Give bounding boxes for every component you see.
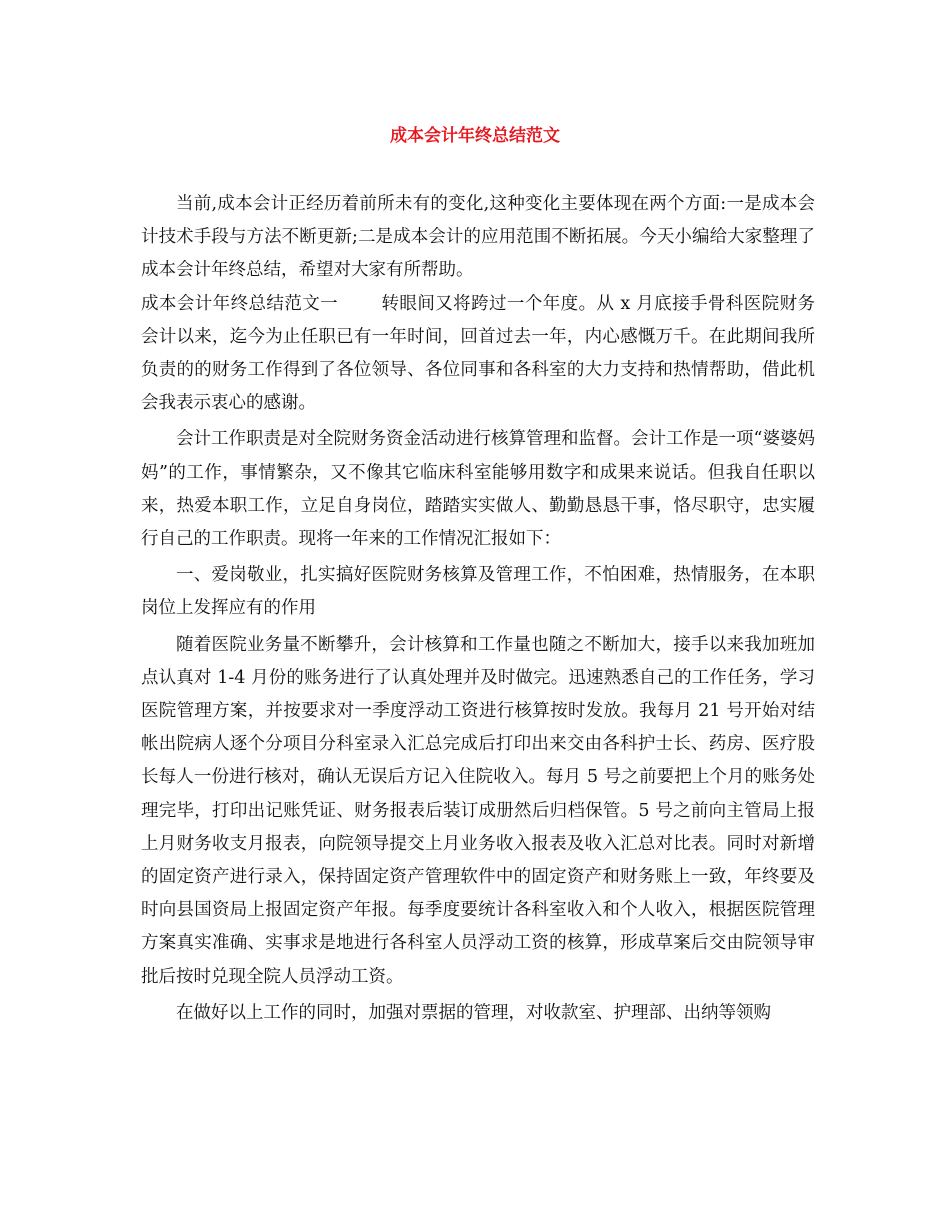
workload-paragraph: 随着医院业务量不断攀升，会计核算和工作量也随之不断加大，接手以来我加班加点认真对 1-4 月份的账务进行了认真处理并及时做完。迅速熟悉自己的工作任务，学习医院管理方案，并按要求对一季度浮动工资进行核算按时发放。我每月 21 号开始对结帐出院病人逐个分项目分科室录入汇总完成后打印出来交由各科护士长、药房、医疗股长每人一份进行核对，确认无误后方记入住院收入。每月 5 号之前要把上个月的账务处理完毕，打印出记账凭证、财务报表后装订成册然后归档保管。5 号之前向主管局上报上月财务收支月报表，向院领导提交上月业务收入报表及收入汇总对比表。同时对新增的固定资产进行录入，保持固定资产管理软件中的固定资产和财务账上一致，年终要及时向县国资局上报固定资产年报。每季度要统计各科室收入和个人收入，根据医院管理方案真实准确、实事求是地进行各科室人员浮动工资的核算，形成草案后交由院领导审批后按时兑现全院人员浮动工资。 (141, 634, 815, 987)
document-body (141, 188, 815, 1030)
document-title: 成本会计年终总结范文 (390, 126, 560, 146)
intro-paragraph: 当前,成本会计正经历着前所未有的变化,这种变化主要体现在两个方面:一是成本会计技术手段与方法不断更新;二是成本会计的应用范围不断拓展。今天小编给大家整理了成本会计年终总结，希望对大家有所帮助。 (141, 194, 815, 281)
section-one-paragraph (141, 288, 815, 421)
section-heading: 成本会计年终总结范文一 (141, 293, 339, 314)
receipt-paragraph: 在做好以上工作的同时，加强对票据的管理，对收款室、护理部、出纳等领购 (176, 1002, 771, 1023)
section-one-text: 转眼间又将跨过一个年度。从 x 月底接手骨科医院财务会计以来，迄今为止任职已有一年时间，回首过去一年，内心感慨万千。在此期间我所负责的的财务工作得到了各位领导、各位同事和各科室的大力支持和热情帮助，借此机会我表示衷心的感谢。 (141, 293, 816, 414)
duty-paragraph: 会计工作职责是对全院财务资金活动进行核算管理和监督。会计工作是一项“婆婆妈妈”的工作，事情繁杂，又不像其它临床科室能够用数字和成果来说话。但我自任职以来，热爱本职工作，立足自身岗位，踏踏实实做人、勤勤恳恳干事，恪尽职守，忠实履行自己的工作职责。现将一年来的工作情况汇报如下： (141, 429, 815, 550)
point-one-heading: 一、爱岗敬业，扎实搞好医院财务核算及管理工作，不怕困难，热情服务，在本职岗位上发挥应有的作用 (141, 565, 815, 619)
